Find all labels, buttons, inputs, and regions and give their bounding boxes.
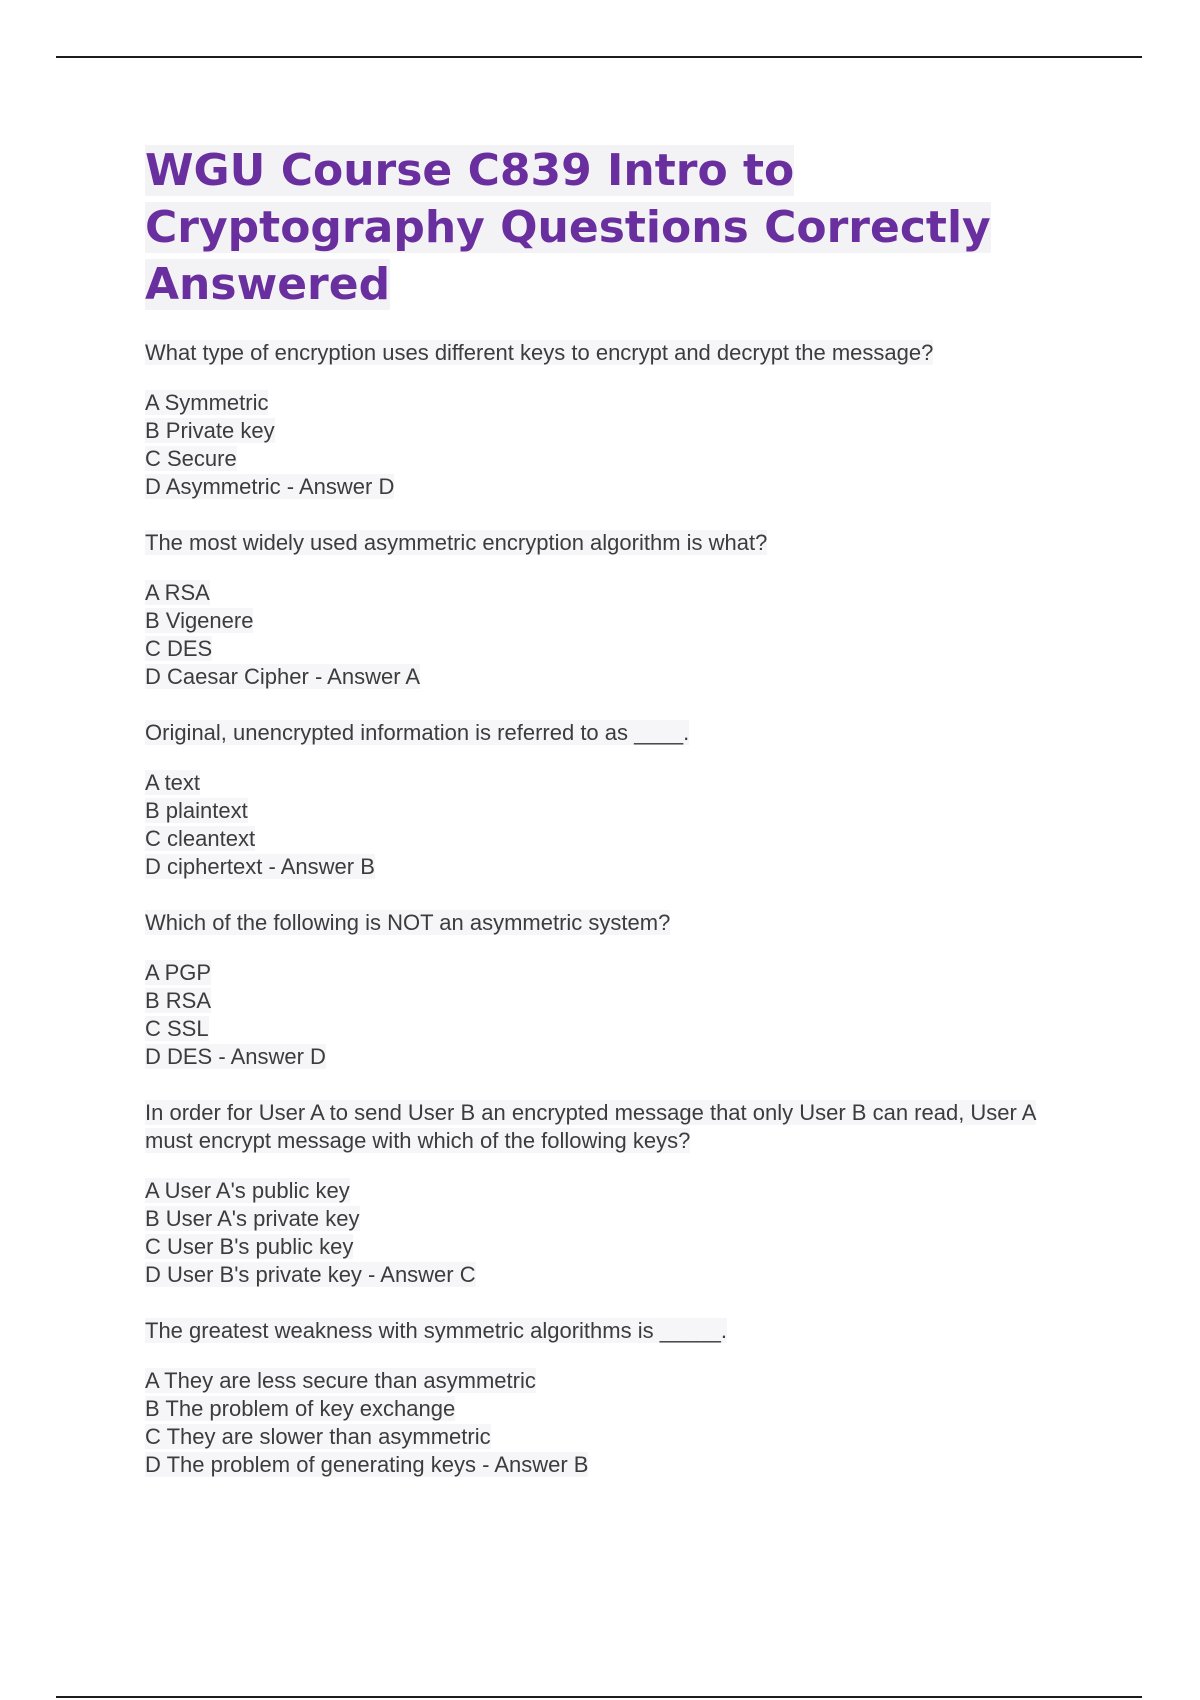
answer-option: C They are slower than asymmetric <box>145 1424 491 1449</box>
answer-option: A RSA <box>145 580 210 605</box>
bottom-rule <box>56 1696 1142 1698</box>
question-text: Which of the following is NOT an asymmetric system? <box>145 910 671 935</box>
answer-option: D User B's private key - Answer C <box>145 1262 476 1287</box>
question-block-3 <box>145 719 1085 881</box>
answer-option: D DES - Answer D <box>145 1044 326 1069</box>
top-rule <box>56 56 1142 58</box>
answer-option: A User A's public key <box>145 1178 350 1203</box>
question-text: Original, unencrypted information is referred to as ____. <box>145 720 690 745</box>
question-block-6 <box>145 1317 1085 1479</box>
question-text: What type of encryption uses different keys to encrypt and decrypt the message? <box>145 340 934 365</box>
answer-option: B Vigenere <box>145 608 254 633</box>
answer-option: D Caesar Cipher - Answer A <box>145 664 421 689</box>
answer-options <box>145 959 1085 1071</box>
answer-option: D Asymmetric - Answer D <box>145 474 395 499</box>
document-body <box>145 142 1085 1507</box>
answer-options <box>145 769 1085 881</box>
answer-option: D The problem of generating keys - Answer B <box>145 1452 589 1477</box>
answer-option: D ciphertext - Answer B <box>145 854 375 879</box>
answer-option: C SSL <box>145 1016 209 1041</box>
question-block-5 <box>145 1099 1085 1289</box>
answer-option: B plaintext <box>145 798 248 823</box>
answer-option: C DES <box>145 636 213 661</box>
question-block-1 <box>145 339 1085 501</box>
answer-option: B Private key <box>145 418 275 443</box>
answer-options <box>145 389 1085 501</box>
answer-option: C User B's public key <box>145 1234 354 1259</box>
answer-options <box>145 1367 1085 1479</box>
question-text: The greatest weakness with symmetric algorithms is _____. <box>145 1318 728 1343</box>
question-block-2 <box>145 529 1085 691</box>
answer-option: A PGP <box>145 960 212 985</box>
question-block-4 <box>145 909 1085 1071</box>
document-title: WGU Course C839 Intro to Cryptography Questions Correctly Answered <box>145 145 991 310</box>
answer-option: A They are less secure than asymmetric <box>145 1368 536 1393</box>
answer-option: A text <box>145 770 201 795</box>
question-text: In order for User A to send User B an encrypted message that only User B can read, User A must encrypt message with which of the following keys? <box>145 1100 1037 1153</box>
answer-option: B User A's private key <box>145 1206 360 1231</box>
answer-option: A Symmetric <box>145 390 269 415</box>
answer-option: B RSA <box>145 988 212 1013</box>
answer-option: C Secure <box>145 446 237 471</box>
answer-option: C cleantext <box>145 826 256 851</box>
answer-options <box>145 579 1085 691</box>
answer-options <box>145 1177 1085 1289</box>
question-text: The most widely used asymmetric encryption algorithm is what? <box>145 530 768 555</box>
answer-option: B The problem of key exchange <box>145 1396 456 1421</box>
